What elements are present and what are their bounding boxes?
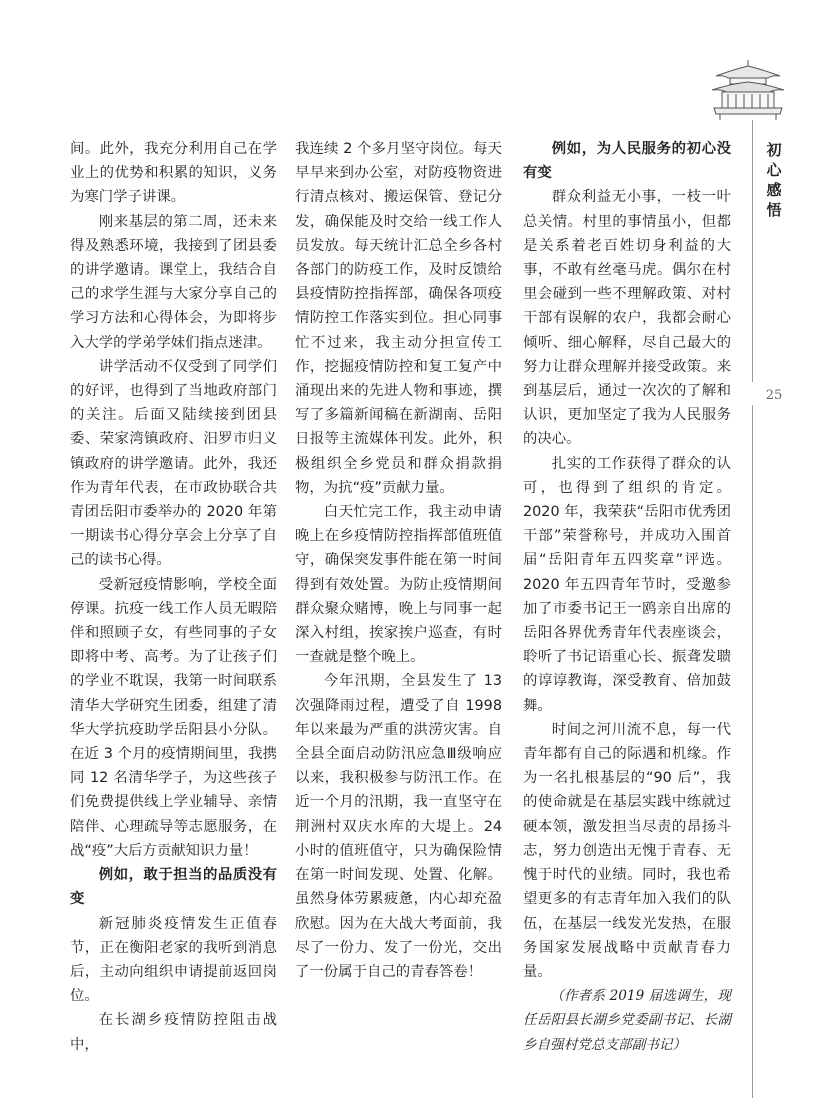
paragraph: 今年汛期，全县发生了 13 次强降雨过程，遭受了自 1998 年以来最为严重的洪涝灾害。自全县全面启动防汛应急Ⅲ级响应以来，我积极参与防汛工作。在近一个月的汛期，我一直坚守在荆洲村双庆水库的大堤上。24 小时的值班值守，只为确保险情在第一时间发现、处置、化解。虽然身体劳累疲惫，内心却充盈欣慰。因为在大战大考面前，我尽了一份力、发了一份光，交出了一份属于自己的青春答卷！ xyxy=(295,673,502,980)
paragraph: 间。此外，我充分利用自己在学业上的优势和积累的知识，义务为寒门学子讲课。 xyxy=(70,141,277,206)
section-label xyxy=(760,140,788,220)
paragraph: 扎实的工作获得了群众的认可，也得到了组织的肯定。2020 年，我荣获“岳阳市优秀团干部”荣誉称号，并成功入围首届“岳阳青年五四奖章”评选。2020 年五四青年节时，受邀参加了市委书记王一鸥亲自出席的岳阳各界优秀青年代表座谈会，聆听了书记语重心长、振聋发聩的谆谆教诲，深受教育、倍加鼓舞。 xyxy=(523,455,731,714)
text-column-1 xyxy=(70,137,277,1057)
paragraph: 我连续 2 个多月坚守岗位。每天早早来到办公室，对防疫物资进行清点核对、搬运保管、登记分发，确保能及时交给一线工作人员发放。每天统计汇总全乡各村各部门的防疫工作，及时反馈给县疫情防控指挥部，确保各项疫情防控工作落实到位。担心同事忙不过来，我主动分担宣传工作，挖掘疫情防控和复工复产中涌现出来的先进人物和事迹，撰写了多篇新闻稿在新湖南、岳阳日报等主流媒体刊发。此外，积极组织全乡党员和群众捐款捐物，为抗“疫”贡献力量。 xyxy=(295,141,502,496)
paragraph: 受新冠疫情影响，学校全面停课。抗疫一线工作人员无暇陪伴和照顾子女，有些同事的子女即将中考、高考。为了让孩子们的学业不耽误，我第一时间联系清华大学研究生团委，组建了清华大学抗疫助学岳阳县小分队。在近 3 个月的疫情期间里，我携同 12 名清华学子，为这些孩子们免费提供线上学业辅导、亲情陪伴、心理疏导等志愿服务，在战“疫”大后方贡献知识力量！ xyxy=(70,576,277,859)
paragraph: 时间之河川流不息，每一代青年都有自己的际遇和机缘。作为一名扎根基层的“90 后”，我的使命就是在基层实践中练就过硬本领，激发担当尽责的昂扬斗志，努力创造出无愧于青春、无愧于时代的业绩。同时，我也希望更多的有志青年加入我们的队伍，在基层一线发光发热，在服务国家发展战略中贡献青春力量。 xyxy=(523,721,731,980)
text-column-3 xyxy=(523,137,731,1057)
paragraph: 新冠肺炎疫情发生正值春节，正在衡阳老家的我听到消息后，主动向组织申请提前返回岗位。 xyxy=(70,915,277,1005)
paragraph: 在长湖乡疫情防控阻击战中， xyxy=(70,1012,277,1053)
paragraph: 群众利益无小事，一枝一叶总关情。村里的事情虽小，但都是关系着老百姓切身利益的大事，不敢有丝毫马虎。偶尔在村里会碰到一些不理解政策、对村干部有误解的农户，我都会耐心倾听、细心解释，尽自己最大的努力让群众理解并接受政策。来到基层后，通过一次次的了解和认识，更加坚定了我为人民服务的决心。 xyxy=(523,189,731,448)
pavilion-illustration xyxy=(710,58,786,120)
paragraph: 刚来基层的第二周，还未来得及熟悉环境，我接到了团县委的讲学邀请。课堂上，我结合自己的求学生涯与大家分享自己的学习方法和心得体会，为即将步入大学的学弟学妹们指点迷津。 xyxy=(70,213,277,351)
section-label-char: 心 xyxy=(766,161,782,179)
section-heading: 例如，敢于担当的品质没有变 xyxy=(70,867,277,908)
section-label-char: 初 xyxy=(766,141,782,159)
paragraph: 讲学活动不仅受到了同学们的好评，也得到了当地政府部门的关注。后面又陆续接到团县委、荣家湾镇政府、汨罗市归义镇政府的讲学邀请。此外，我还作为青年代表，在市政协联合共青团岳阳市委举办的 2020 年第一期读书心得分享会上分享了自己的读书心得。 xyxy=(70,358,277,569)
margin-rule-bottom xyxy=(752,405,753,1098)
page-number: 25 xyxy=(765,388,783,403)
text-column-2 xyxy=(295,137,502,984)
section-heading: 例如，为人民服务的初心没有变 xyxy=(523,141,731,182)
author-note: （作者系 2019 届选调生，现任岳阳县长湖乡党委副书记、长湖乡自强村党总支部副书记） xyxy=(523,988,731,1053)
margin-rule-top xyxy=(752,120,753,382)
section-label-char: 悟 xyxy=(766,201,782,219)
section-label-char: 感 xyxy=(766,181,782,199)
paragraph: 白天忙完工作，我主动申请晚上在乡疫情防控指挥部值班值守，确保突发事件能在第一时间得到有效处置。为防止疫情期间群众聚众赌博，晚上与同事一起深入村组，挨家挨户巡查，有时一查就是整个晚上。 xyxy=(295,504,502,666)
